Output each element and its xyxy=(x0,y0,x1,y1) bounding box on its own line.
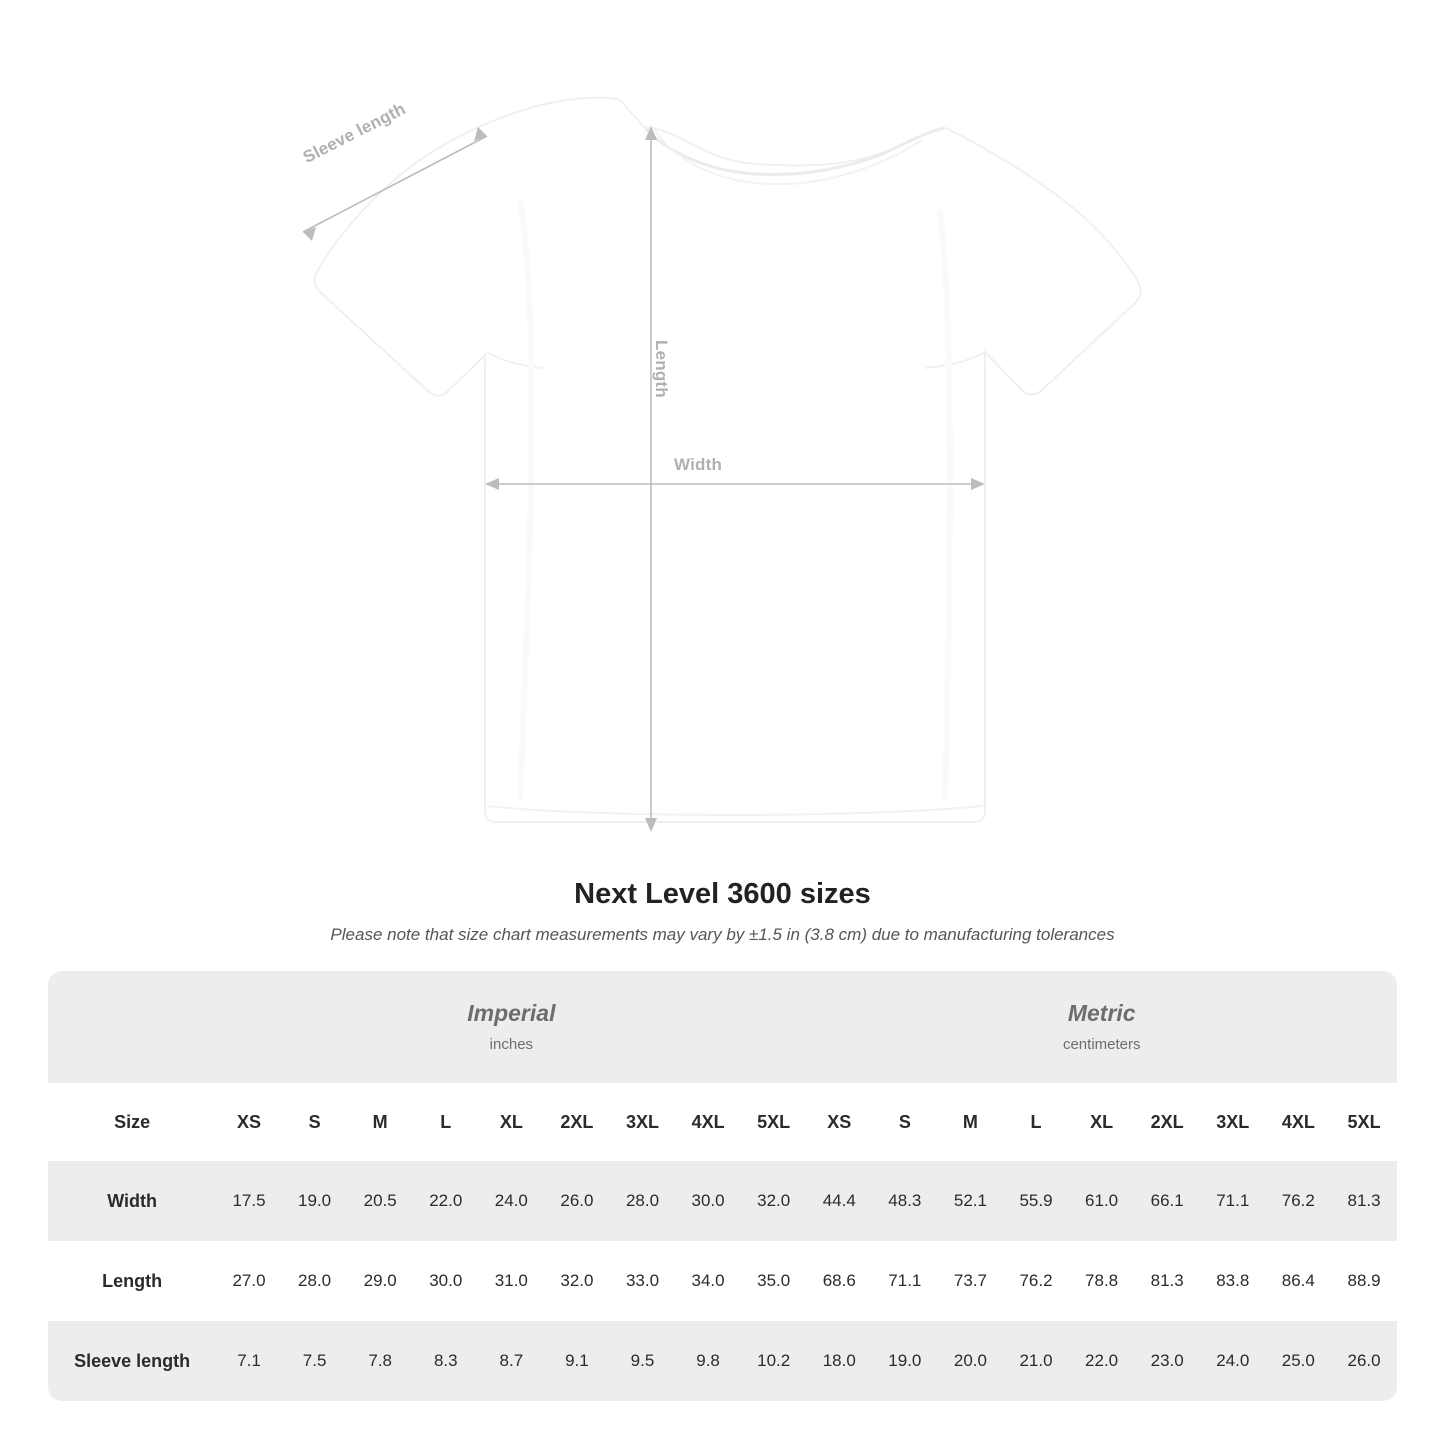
width-l-in: 22.0 xyxy=(413,1161,479,1241)
length-5xl-cm: 88.9 xyxy=(1331,1241,1397,1321)
length-4xl-cm: 86.4 xyxy=(1266,1241,1332,1321)
group-metric-unit: centimeters xyxy=(1062,1036,1141,1054)
row-label-length: Length xyxy=(48,1241,216,1321)
size-header-3xl-met: 3XL xyxy=(1200,1083,1266,1161)
width-5xl-in: 32.0 xyxy=(741,1161,807,1241)
width-3xl-in: 28.0 xyxy=(610,1161,676,1241)
length-2xl-in: 32.0 xyxy=(544,1241,610,1321)
width-3xl-cm: 71.1 xyxy=(1200,1161,1266,1241)
size-header-4xl-imp: 4XL xyxy=(675,1083,741,1161)
length-3xl-cm: 83.8 xyxy=(1200,1241,1266,1321)
title-block xyxy=(0,878,1445,945)
sleeve-xs-in: 7.1 xyxy=(216,1321,282,1401)
width-label: Width xyxy=(674,455,723,474)
size-header-l-imp: L xyxy=(413,1083,479,1161)
width-s-in: 19.0 xyxy=(282,1161,348,1241)
sleeve-s-in: 7.5 xyxy=(282,1321,348,1401)
length-xs-in: 27.0 xyxy=(216,1241,282,1321)
table-row xyxy=(48,1161,1397,1241)
sleeve-length-label: Sleeve length xyxy=(300,99,409,167)
sleeve-4xl-in: 9.8 xyxy=(675,1321,741,1401)
width-m-in: 20.5 xyxy=(347,1161,413,1241)
size-header-2xl-imp: 2XL xyxy=(544,1083,610,1161)
sleeve-2xl-in: 9.1 xyxy=(544,1321,610,1401)
size-header-5xl-met: 5XL xyxy=(1331,1083,1397,1161)
width-4xl-cm: 76.2 xyxy=(1266,1161,1332,1241)
width-l-cm: 55.9 xyxy=(1003,1161,1069,1241)
length-xl-cm: 78.8 xyxy=(1069,1241,1135,1321)
length-l-in: 30.0 xyxy=(413,1241,479,1321)
size-header-5xl-imp: 5XL xyxy=(741,1083,807,1161)
size-header-xl-met: XL xyxy=(1069,1083,1135,1161)
sleeve-3xl-cm: 24.0 xyxy=(1200,1321,1266,1401)
group-spacer xyxy=(48,971,216,1083)
length-m-in: 29.0 xyxy=(347,1241,413,1321)
width-xl-cm: 61.0 xyxy=(1069,1161,1135,1241)
unit-group-row xyxy=(48,971,1397,1083)
length-m-cm: 73.7 xyxy=(938,1241,1004,1321)
sleeve-5xl-in: 10.2 xyxy=(741,1321,807,1401)
tshirt-shape xyxy=(315,98,1141,822)
sleeve-4xl-cm: 25.0 xyxy=(1266,1321,1332,1401)
size-header-xs-met: XS xyxy=(806,1083,872,1161)
length-l-cm: 76.2 xyxy=(1003,1241,1069,1321)
size-table-wrapper xyxy=(48,971,1397,1401)
size-header-xs-imp: XS xyxy=(216,1083,282,1161)
sleeve-m-cm: 20.0 xyxy=(938,1321,1004,1401)
length-5xl-in: 35.0 xyxy=(741,1241,807,1321)
size-header-4xl-met: 4XL xyxy=(1266,1083,1332,1161)
width-s-cm: 48.3 xyxy=(872,1161,938,1241)
sleeve-l-in: 8.3 xyxy=(413,1321,479,1401)
size-header-label: Size xyxy=(48,1083,216,1161)
group-metric xyxy=(806,971,1397,1083)
width-2xl-cm: 66.1 xyxy=(1134,1161,1200,1241)
length-3xl-in: 33.0 xyxy=(610,1241,676,1321)
sleeve-xl-cm: 22.0 xyxy=(1069,1321,1135,1401)
size-header-m-imp: M xyxy=(347,1083,413,1161)
size-header-3xl-imp: 3XL xyxy=(610,1083,676,1161)
row-label-width: Width xyxy=(48,1161,216,1241)
sleeve-l-cm: 21.0 xyxy=(1003,1321,1069,1401)
width-xl-in: 24.0 xyxy=(479,1161,545,1241)
page-title: Next Level 3600 sizes xyxy=(574,878,871,910)
length-xs-cm: 68.6 xyxy=(806,1241,872,1321)
width-xs-cm: 44.4 xyxy=(806,1161,872,1241)
size-header-row xyxy=(48,1083,1397,1161)
sleeve-3xl-in: 9.5 xyxy=(610,1321,676,1401)
width-4xl-in: 30.0 xyxy=(675,1161,741,1241)
table-row xyxy=(48,1241,1397,1321)
sleeve-5xl-cm: 26.0 xyxy=(1331,1321,1397,1401)
group-imperial-unit: inches xyxy=(489,1036,534,1054)
size-header-2xl-met: 2XL xyxy=(1134,1083,1200,1161)
size-header-m-met: M xyxy=(938,1083,1004,1161)
width-2xl-in: 26.0 xyxy=(544,1161,610,1241)
length-s-in: 28.0 xyxy=(282,1241,348,1321)
group-imperial xyxy=(216,971,806,1083)
size-table xyxy=(48,971,1397,1401)
tolerance-note: Please note that size chart measurements may vary by ±1.5 in (3.8 cm) due to manufacturing tolerances xyxy=(330,925,1115,944)
size-header-l-met: L xyxy=(1003,1083,1069,1161)
width-xs-in: 17.5 xyxy=(216,1161,282,1241)
group-imperial-name: Imperial xyxy=(467,999,556,1026)
sleeve-xs-cm: 18.0 xyxy=(806,1321,872,1401)
size-header-xl-imp: XL xyxy=(479,1083,545,1161)
length-s-cm: 71.1 xyxy=(872,1241,938,1321)
length-4xl-in: 34.0 xyxy=(675,1241,741,1321)
sleeve-2xl-cm: 23.0 xyxy=(1134,1321,1200,1401)
size-header-s-met: S xyxy=(872,1083,938,1161)
sleeve-m-in: 7.8 xyxy=(347,1321,413,1401)
table-row xyxy=(48,1321,1397,1401)
group-metric-name: Metric xyxy=(1067,999,1136,1026)
sleeve-s-cm: 19.0 xyxy=(872,1321,938,1401)
width-m-cm: 52.1 xyxy=(938,1161,1004,1241)
length-label: Length xyxy=(652,340,671,398)
length-xl-in: 31.0 xyxy=(479,1241,545,1321)
length-2xl-cm: 81.3 xyxy=(1134,1241,1200,1321)
sleeve-xl-in: 8.7 xyxy=(479,1321,545,1401)
width-5xl-cm: 81.3 xyxy=(1331,1161,1397,1241)
size-header-s-imp: S xyxy=(282,1083,348,1161)
row-label-sleeve-length: Sleeve length xyxy=(48,1321,216,1401)
